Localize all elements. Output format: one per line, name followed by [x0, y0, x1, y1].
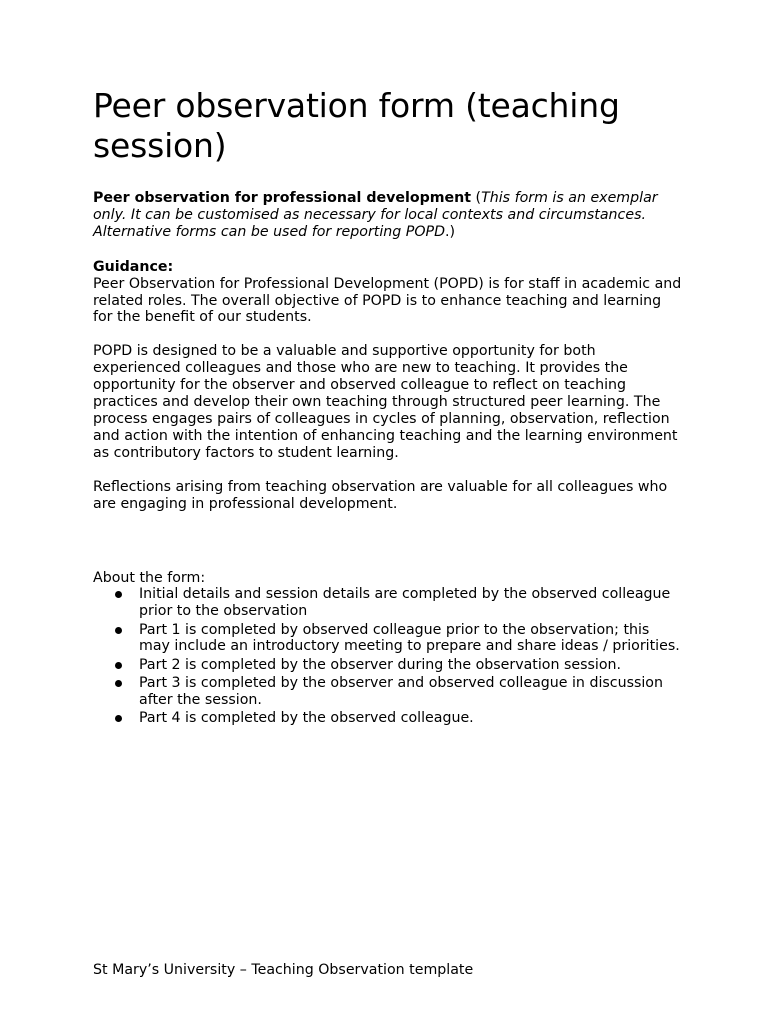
bullet-icon — [115, 680, 122, 687]
bullet-icon — [115, 715, 122, 722]
guidance-heading: Guidance: — [93, 258, 174, 275]
about-list-item — [93, 675, 683, 709]
about-list-item-text: Part 4 is completed by the observed colleague. — [139, 709, 474, 726]
about-list-item — [93, 586, 683, 620]
about-list-item — [93, 622, 683, 656]
about-list-item-text: Part 1 is completed by observed colleague prior to the observation; this may include an introductory meeting to prepare and share ideas / priorities. — [139, 621, 680, 655]
guidance-paragraph-1: Peer Observation for Professional Development (POPD) is for staff in academic and related roles. The overall objective of POPD is to enhance teaching and learning for the benefit of our students. — [93, 275, 682, 326]
intro-close-paren: .) — [445, 223, 456, 240]
intro-paragraph — [93, 190, 683, 241]
intro-bold-heading: Peer observation for professional development — [93, 190, 472, 206]
about-list-item — [93, 657, 683, 674]
about-list-item — [93, 710, 683, 727]
guidance-paragraph-2: POPD is designed to be a valuable and supportive opportunity for both experienced colleagues and those who are new to teaching. It provides the opportunity for the observer and observed colleague to reflect on teaching practices and develop their own teaching through structured peer learning. The process engages pairs of colleagues in cycles of planning, observation, reflection and action with the intention of enhancing teaching and the learning environment as contributory factors to student learning. — [93, 343, 678, 461]
about-list-item-text: Part 2 is completed by the observer during the observation session. — [139, 656, 622, 673]
spacer — [93, 530, 683, 570]
document-title: Peer observation form (teaching session) — [93, 86, 620, 165]
about-list-item-text: Initial details and session details are completed by the observed colleague prior to the observation — [139, 586, 671, 620]
intro-open-paren: ( — [471, 190, 482, 206]
intro-italic-note: This form is an exemplar only. It can be customised as necessary for local contexts and circumstances. Alternative forms can be used for reporting POPD — [93, 190, 658, 240]
about-list-item-text: Part 3 is completed by the observer and observed colleague in discussion after the session. — [139, 674, 663, 708]
bullet-icon — [115, 662, 122, 669]
about-list — [93, 586, 683, 726]
page-content — [93, 86, 683, 728]
bullet-icon — [115, 627, 122, 634]
guidance-paragraph-3: Reflections arising from teaching observation are valuable for all colleagues who are engaging in professional development. — [93, 478, 668, 512]
bullet-icon — [115, 591, 122, 598]
page-footer: St Mary’s University – Teaching Observation template — [93, 962, 474, 978]
about-heading: About the form: — [93, 569, 206, 586]
